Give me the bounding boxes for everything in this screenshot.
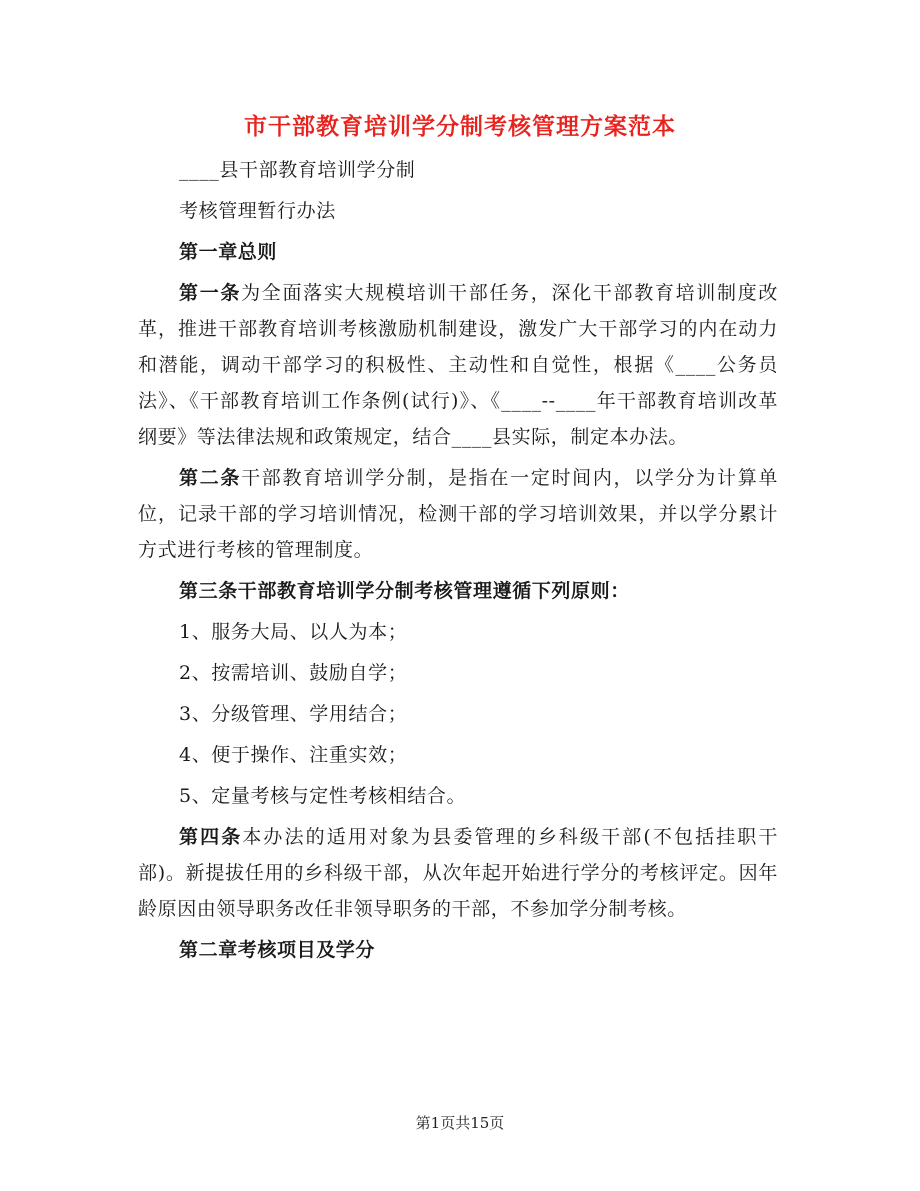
list-item-text: 4、便于操作、注重实效；: [179, 744, 408, 766]
article-lead: 第二条: [179, 467, 242, 489]
paragraph-text: 本办法的适用对象为县委管理的乡科级干部(不包括挂职干部)。新提拔任用的乡科级干部，从次年起开始进行学分的考核评定。因年龄原因由领导职务改任非领导职务的干部，不参加学分制考核。: [138, 826, 778, 920]
page-number: 第1页共15页: [415, 1114, 505, 1132]
document-body: [138, 152, 778, 973]
document-title: 市干部教育培训学分制考核管理方案范本: [244, 113, 676, 140]
paragraph: [138, 152, 778, 188]
list-item: [138, 737, 778, 773]
chapter-heading: [138, 932, 778, 968]
paragraph-text: 为全面落实大规模培训干部任务，深化干部教育培训制度改革，推进干部教育培训考核激励机制建设，激发广大干部学习的内在动力和潜能，调动干部学习的积极性、主动性和自觉性，根据《____公务员法》、《干部教育培训工作条例(试行)》、《____--____年干部教育培训改革纲要》等法律法规和政策规定，结合____县实际，制定本办法。: [138, 282, 778, 448]
chapter-heading: [138, 234, 778, 270]
list-item-text: 1、服务大局、以人为本；: [179, 621, 408, 643]
heading-text: 第一章总则: [179, 241, 278, 263]
list-item: [138, 655, 778, 691]
heading-text: 第二章考核项目及学分: [179, 939, 376, 961]
list-item-text: 3、分级管理、学用结合；: [179, 703, 408, 725]
list-item: [138, 614, 778, 650]
article-lead: 第一条: [179, 282, 242, 304]
article-paragraph: [138, 819, 778, 927]
list-item-text: 2、按需培训、鼓励自学；: [179, 662, 408, 684]
list-item-text: 5、定量考核与定性考核相结合。: [179, 785, 467, 807]
list-item: [138, 696, 778, 732]
paragraph-text: 干部教育培训学分制，是指在一定时间内，以学分为计算单位，记录干部的学习培训情况，检测干部的学习培训效果，并以学分累计方式进行考核的管理制度。: [138, 467, 778, 561]
heading-text: 第三条干部教育培训学分制考核管理遵循下列原则：: [179, 580, 630, 602]
paragraph-text: 考核管理暂行办法: [179, 200, 336, 222]
paragraph: [138, 193, 778, 229]
article-lead: 第四条: [179, 826, 243, 848]
article-paragraph: [138, 275, 778, 455]
article-heading: [138, 573, 778, 609]
paragraph-text: ____县干部教育培训学分制: [179, 159, 416, 181]
list-item: [138, 778, 778, 814]
article-paragraph: [138, 460, 778, 568]
